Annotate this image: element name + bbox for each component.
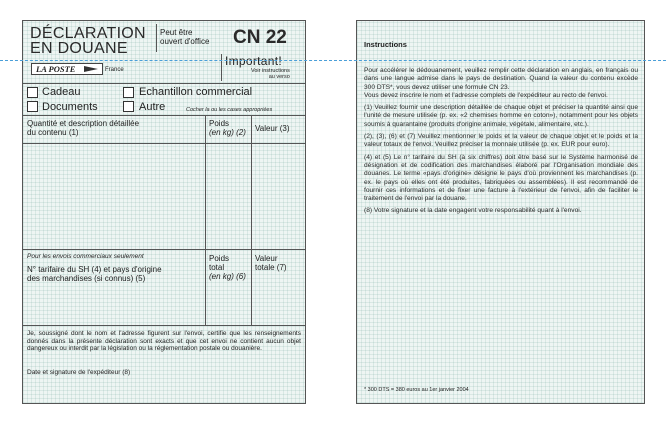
weight-header-line2: (en kg) (2)	[209, 128, 246, 137]
instruction-2-3-6-7: (2), (3), (6) et (7) Veuillez mentionner le poids et la valeur de chaque objet et le poids et la valeur totaux de l'envoi. Veuillez préciser la monnaie utilisée (p. ex. EUR pour euro).	[364, 133, 638, 149]
item-description-area[interactable]	[23, 144, 204, 248]
la-poste-logo	[31, 63, 103, 75]
description-header-line2: du contenu (1)	[27, 128, 79, 137]
may-be-opened-note	[160, 28, 209, 46]
other-checkbox[interactable]	[123, 101, 134, 112]
weight-header-line1: Poids	[209, 119, 230, 128]
documents-label: Documents	[42, 101, 98, 113]
see-instructions-line1: Voir instructions	[251, 68, 290, 74]
important-label: Important!	[225, 54, 283, 68]
instruction-1: (1) Veuillez fournir une description détaillée de chaque objet et préciser la quantité ainsi que l'unité de mesure utilisée (p. ex. «2 chemises homme en coton»), notamment pour les objets soumis à quarantaine (produits d'origine animale, végétale, alimentaire, etc.).	[364, 104, 638, 128]
instruction-4-5: (4) et (5) Le n° tarifaire du SH (à six chiffres) doit être basé sur le Système harmonisé de désignation et de codification des marchandises élaboré par l'Organisation mondiale des douanes. Le terme «pays d'origine» désigne le pays d'où proviennent les marchandises (p. ex. le pays où elles ont été produites, fabriquées ou assemblées). Il est recommandé de fournir ces informations et de fixer une facture à l'extérieur de l'envoi, afin de faciliter le traitement de l'envoi par la douane.	[364, 153, 638, 203]
total-value-line2: totale (7)	[255, 263, 287, 272]
item-weight-area[interactable]	[206, 144, 250, 248]
total-value-label	[255, 254, 287, 272]
instruction-8: (8) Votre signature et la date engagent votre responsabilité quant à l'envoi.	[364, 207, 582, 215]
see-instructions-line2: au verso	[268, 74, 290, 80]
instructions-body	[364, 67, 638, 220]
tick-note: Cocher la ou les cases appropriées	[186, 107, 273, 113]
logo-text: LA POSTE	[36, 64, 76, 74]
signature-area[interactable]	[27, 379, 301, 401]
gift-checkbox[interactable]	[27, 87, 38, 98]
form-title	[30, 26, 146, 56]
country-label: France	[105, 67, 124, 73]
total-weight-line3: (en kg) (6)	[209, 272, 246, 281]
signature-label: Date et signature de l'expéditeur (8)	[27, 369, 131, 376]
may-open-line1: Peut être	[160, 28, 193, 37]
value-header: Valeur (3)	[255, 124, 290, 133]
total-weight-line1: Poids	[209, 254, 230, 263]
instructions-heading: Instructions	[364, 40, 407, 49]
commercial-sample-label: Echantillon commercial	[139, 86, 253, 98]
other-label: Autre	[139, 101, 166, 113]
form-title-line2: EN DOUANE	[30, 40, 128, 57]
customs-declaration-form	[22, 20, 306, 404]
instructions-footnote: * 300 DTS = 380 euros au 1er janvier 2004	[364, 387, 469, 393]
instruction-sender: Vous devez inscrire le nom et l'adresse complets de l'expéditeur au recto de l'envoi.	[364, 91, 608, 99]
instruction-intro: Pour accélérer le dédouanement, veuillez remplir cette déclaration en anglais, en français ou dans une langue admise dans le pays de destination. Quand la valeur du contenu excède 300 DTS*, vous devez utiliser une formule CN 23.	[364, 67, 638, 91]
total-weight-label	[209, 254, 246, 281]
gift-label: Cadeau	[42, 86, 81, 98]
item-value-area[interactable]	[252, 144, 305, 248]
hs-line2: des marchandises (si connus) (5)	[27, 274, 146, 283]
hs-line1: N° tarifaire du SH (4) et pays d'origine	[27, 265, 162, 274]
cut-line	[0, 60, 666, 61]
commercial-note: Pour les envois commerciaux seulement	[27, 253, 144, 260]
may-open-line2: ouvert d'office	[160, 37, 210, 46]
documents-checkbox[interactable]	[27, 101, 38, 112]
instructions-card	[356, 20, 645, 404]
description-header-line1: Quantité et description détaillée	[27, 119, 140, 128]
hs-tariff-label	[27, 265, 162, 283]
logo-arrow-icon	[84, 66, 98, 72]
form-title-line1: DÉCLARATION	[30, 25, 146, 42]
see-instructions-note	[251, 68, 290, 80]
description-header	[27, 119, 139, 137]
commercial-sample-checkbox[interactable]	[123, 87, 134, 98]
total-weight-line2: total	[209, 263, 225, 272]
form-code: CN 22	[233, 27, 287, 48]
total-value-line1: Valeur	[255, 254, 278, 263]
weight-header	[209, 119, 246, 137]
declaration-text: Je, soussigné dont le nom et l'adresse figurent sur l'envoi, certifie que les renseignements donnés dans la présente déclaration sont exacts et que cet envoi ne contient aucun objet dangereux ou interdit par la législation ou la réglementation postale ou douanière.	[27, 330, 301, 353]
